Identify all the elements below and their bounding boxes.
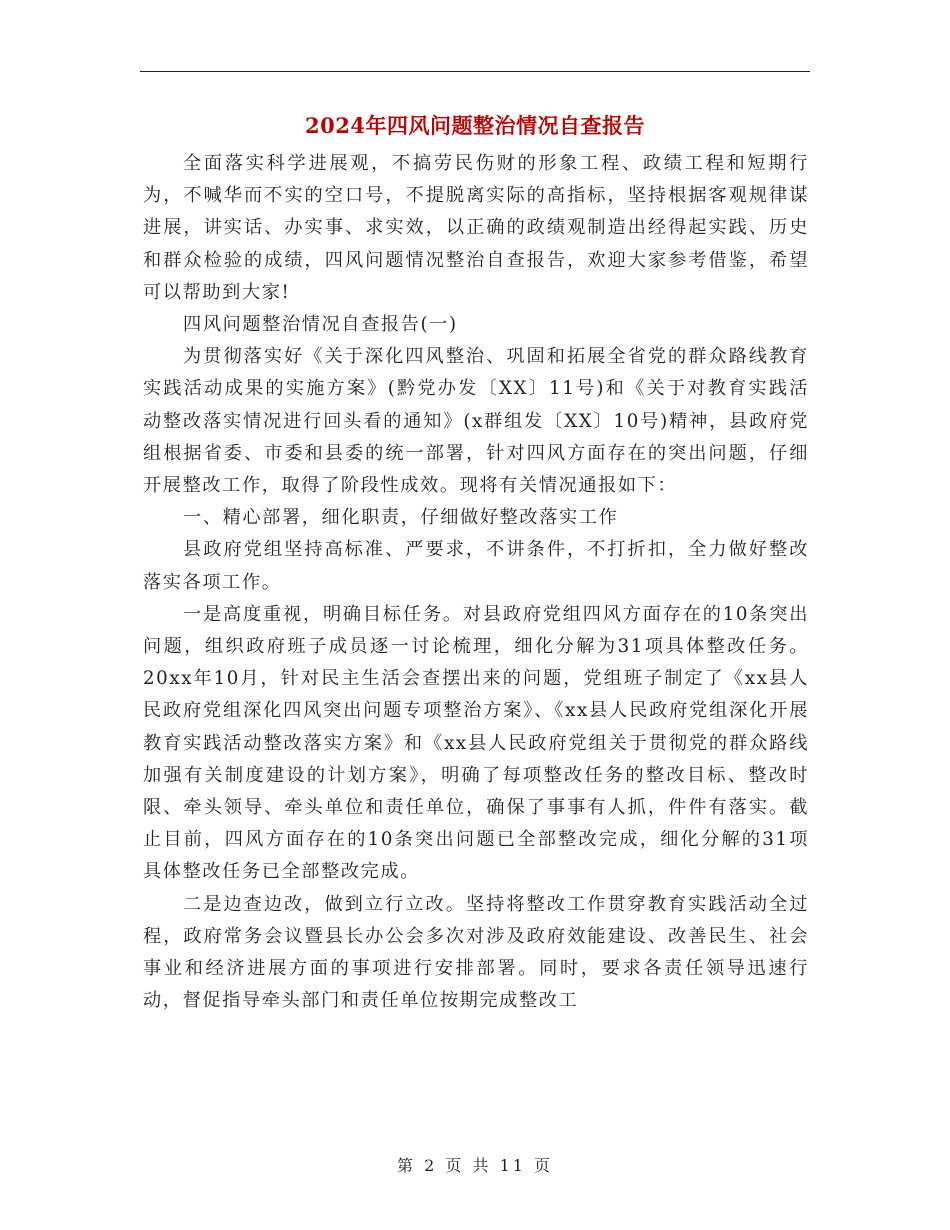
paragraph-subtitle: 四风问题整治情况自查报告(一) (183, 314, 458, 336)
footer-suffix: 页 (534, 1156, 554, 1175)
footer-total-pages: 11 (499, 1156, 526, 1175)
footer-page-word: 页 (445, 1156, 465, 1175)
document-body (143, 148, 809, 1017)
header-rule (140, 71, 810, 72)
paragraph-background: 为贯彻落实好《关于深化四风整治、巩固和拓展全省党的群众路线教育实践活动成果的实施方案》(黔党办发〔XX〕11号)和《关于对教育实践活动整改落实情况进行回头看的通知》(x群组发〔XX〕10号)精神，县政府党组根据省委、市委和县委的统一部署，针对四风方面存在的突出问题，仔细开展整改工作，取得了阶段性成效。现将有关情况通报如下： (143, 346, 809, 497)
footer-current-page: 2 (424, 1156, 438, 1175)
footer-total-word: 共 (472, 1156, 492, 1175)
page-footer (0, 1153, 950, 1176)
paragraph-point-2: 二是边查边改，做到立行立改。坚持将整改工作贯穿教育实践活动全过程，政府常务会议暨县长办公会多次对涉及政府效能建设、改善民生、社会事业和经济进展方面的事项进行安排部署。同时，要求各责任领导迅速行动，督促指导牵头部门和责任单位按期完成整改工 (143, 893, 809, 1012)
footer-prefix: 第 (396, 1156, 416, 1175)
section-heading-1: 一、精心部署，细化职责，仔细做好整改落实工作 (183, 507, 619, 529)
paragraph-section-1-lead: 县政府党组坚持高标准、严要求，不讲条件，不打折扣，全力做好整改落实各项工作。 (143, 539, 809, 593)
paragraph-point-1: 一是高度重视，明确目标任务。对县政府党组四风方面存在的10条突出问题，组织政府班子成员逐一讨论梳理，细化分解为31项具体整改任务。20xx年10月，针对民主生活会查摆出来的问题，党组班子制定了《xx县人民政府党组深化四风突出问题专项整治方案》、《xx县人民政府党组深化开展教育实践活动整改落实方案》和《xx县人民政府党组关于贯彻党的群众路线加强有关制度建设的计划方案》，明确了每项整改任务的整改目标、整改时限、牵头领导、牵头单位和责任单位，确保了事事有人抓，件件有落实。截止目前，四风方面存在的10条突出问题已全部整改完成，细化分解的31项具体整改任务已全部整改完成。 (143, 603, 809, 883)
document-title: 2024年四风问题整治情况自查报告 (305, 113, 645, 138)
paragraph-intro: 全面落实科学进展观，不搞劳民伤财的形象工程、政绩工程和短期行为，不喊华而不实的空口号，不提脱离实际的高指标，坚持根据客观规律谋进展，讲实话、办实事、求实效，以正确的政绩观制造出经得起实践、历史和群众检验的成绩，四风问题情况整治自查报告，欢迎大家参考借鉴，希望可以帮助到大家! (143, 153, 809, 303)
